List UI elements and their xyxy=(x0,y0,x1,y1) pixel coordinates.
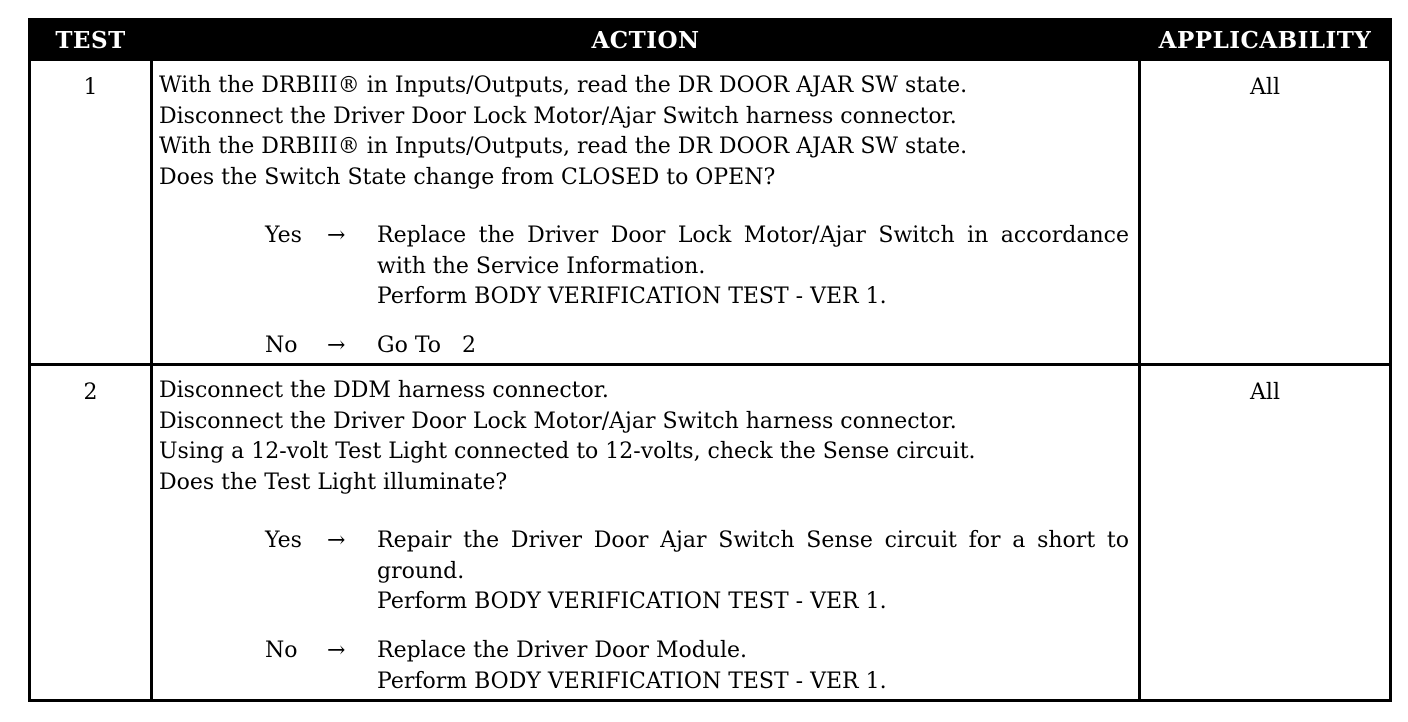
header-action: ACTION xyxy=(591,27,700,54)
action-step: Using a 12-volt Test Light connected to 12-volts, check the Sense circuit. xyxy=(159,439,976,464)
applicability-value: All xyxy=(1250,75,1280,100)
no-branch xyxy=(265,636,1129,698)
table-header xyxy=(31,21,1389,61)
arrow-right-icon: → xyxy=(327,638,346,663)
yes-label: Yes xyxy=(265,223,302,248)
header-applicability: APPLICABILITY xyxy=(1158,27,1372,54)
yes-label: Yes xyxy=(265,528,302,553)
yes-branch xyxy=(265,526,1129,618)
action-step: Disconnect the Driver Door Lock Motor/Ajar Switch harness connector. xyxy=(159,103,957,129)
result-line: Perform BODY VERIFICATION TEST - VER 1. xyxy=(377,589,887,614)
applicability-value: All xyxy=(1250,380,1280,405)
action-step: Disconnect the Driver Door Lock Motor/Ajar Switch harness connector. xyxy=(159,408,957,434)
result-line: ground. xyxy=(377,558,465,584)
result-line: Go To 2 xyxy=(377,333,476,358)
result-line: Repair the Driver Door Ajar Switch Sense circuit for a short to xyxy=(377,528,1129,553)
table-row xyxy=(31,61,1389,363)
action-step: Does the Test Light illuminate? xyxy=(159,469,508,495)
yes-branch xyxy=(265,221,1129,313)
arrow-right-icon: → xyxy=(327,528,346,553)
yes-result xyxy=(377,221,1129,313)
result-line: Replace the Driver Door Module. xyxy=(377,638,748,663)
result-line: Perform BODY VERIFICATION TEST - VER 1. xyxy=(377,284,887,309)
arrow-right-icon: → xyxy=(327,333,346,358)
table-row xyxy=(31,366,1389,699)
yes-result xyxy=(377,526,1129,618)
action-step: Disconnect the DDM harness connector. xyxy=(159,378,609,403)
test-number: 1 xyxy=(83,75,98,100)
no-result xyxy=(377,636,1129,697)
no-branch xyxy=(265,331,1129,362)
action-step: With the DRBIII® in Inputs/Outputs, read the DR DOOR AJAR SW state. xyxy=(159,73,968,98)
arrow-right-icon: → xyxy=(327,223,346,248)
test-number: 2 xyxy=(83,380,98,405)
no-label: No xyxy=(265,638,298,663)
action-steps xyxy=(159,71,1131,193)
no-label: No xyxy=(265,333,298,358)
no-result xyxy=(377,331,1129,362)
action-step: Does the Switch State change from CLOSED to OPEN? xyxy=(159,164,776,190)
result-line: Replace the Driver Door Lock Motor/Ajar Switch in accordance xyxy=(377,223,1129,248)
diagnostic-table xyxy=(28,18,1392,702)
header-test: TEST xyxy=(55,27,126,54)
action-steps xyxy=(159,376,1131,498)
action-step: With the DRBIII® in Inputs/Outputs, read the DR DOOR AJAR SW state. xyxy=(159,134,968,159)
result-line: Perform BODY VERIFICATION TEST - VER 1. xyxy=(377,668,887,694)
result-line: with the Service Information. xyxy=(377,253,706,279)
